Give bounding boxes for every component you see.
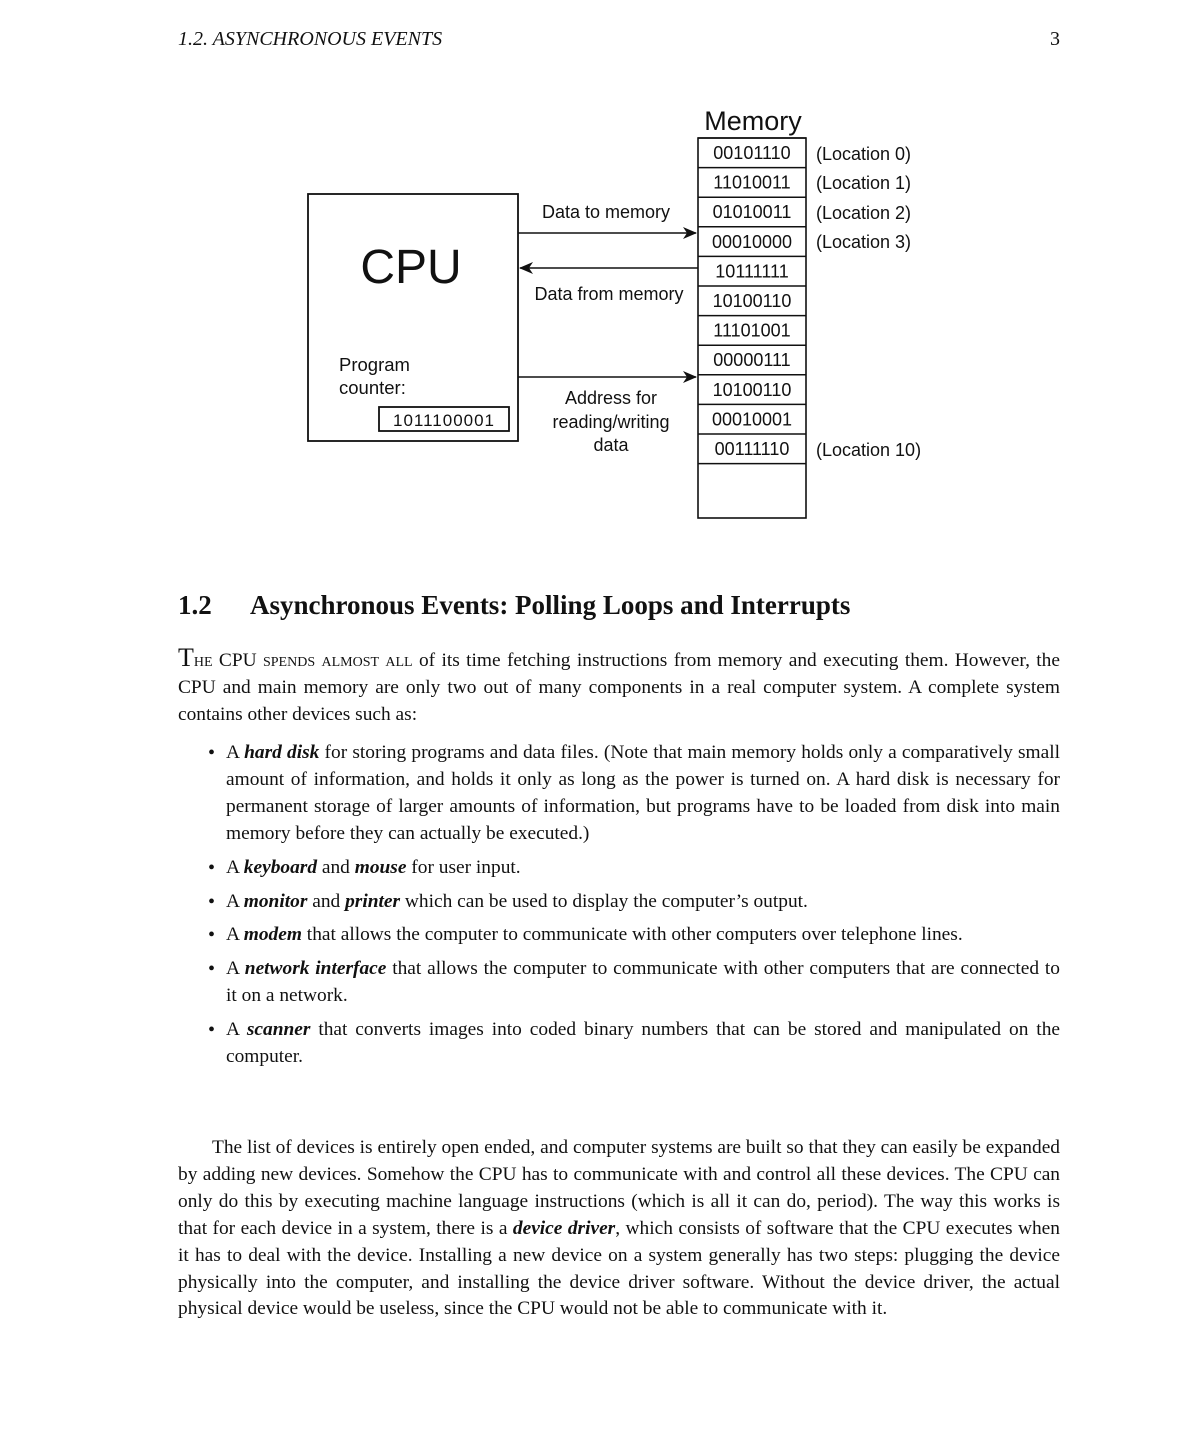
- memory-cell-value: 00010001: [711, 409, 793, 430]
- diagram-svg: [0, 0, 1200, 560]
- location-label-10: (Location 10): [816, 440, 922, 460]
- dropcap: T: [178, 643, 194, 672]
- list-item: • A network interface that allows the computer to communicate with other computers that are connected to it on a network.: [178, 956, 1060, 1010]
- location-label-0: (Location 0): [816, 144, 912, 164]
- device-list: [178, 740, 1060, 1078]
- program-counter-value: 1011100001: [392, 411, 496, 430]
- intro-text: of its time fetching instructions from memory and executing them. However, the CPU and main memory are only two out of many components in a real computer system. A complete system contains other devices such as:: [178, 650, 1060, 725]
- memory-cell-value: 10100110: [712, 291, 792, 311]
- location-label-3: (Location 3): [816, 232, 912, 252]
- program-counter-label-2: counter:: [339, 377, 406, 398]
- section-number: 1.2: [178, 590, 212, 620]
- memory-cell-value: 01010011: [712, 202, 792, 223]
- closing-paragraph: The list of devices is entirely open ended, and computer systems are built so that they can easily be expanded by adding new devices. Somehow the CPU has to communicate with and control all these devices. The CPU can only do this by executing machine language instructions (which is all it can do, period). The way this works is that for each device in a system, there is a device driver, which consists of software that the CPU executes when it has to deal with the device. Installing a new device on a system generally has two steps: plugging the device physically into the computer, and installing the device driver software. Without the device driver, the actual physical device would be useless, since the CPU would not be able to communicate with it.: [178, 1137, 1060, 1320]
- label-data-from-memory: Data from memory: [534, 284, 684, 304]
- cpu-memory-diagram: [0, 0, 1200, 560]
- cpu-label: CPU: [360, 241, 462, 294]
- keyword: printer: [345, 890, 401, 912]
- memory-cell-value: 00111110: [714, 439, 790, 459]
- list-item: • A keyboard and mouse for user input.: [178, 855, 1060, 882]
- memory-title: Memory: [704, 106, 802, 136]
- label-address-line-2: reading/writing: [552, 412, 670, 432]
- page-number: 3: [1050, 28, 1060, 50]
- label-address-line-1: Address for: [564, 388, 658, 408]
- keyword: monitor: [243, 890, 308, 912]
- list-item: • A modem that allows the computer to communicate with other computers over telephone lines.: [178, 922, 1060, 949]
- intro-smallcaps: he CPU spends almost all: [193, 650, 413, 671]
- memory-cell-value: 00000111: [713, 350, 791, 371]
- keyword: modem: [243, 924, 302, 946]
- memory-cell-value: 00101110: [713, 143, 791, 163]
- location-label-1: (Location 1): [816, 173, 912, 193]
- cpu-box: [308, 194, 518, 441]
- section-heading: [178, 590, 1078, 621]
- section-title: Asynchronous Events: Polling Loops and Interrupts: [250, 590, 851, 620]
- memory-cell-value: 00010000: [711, 231, 793, 252]
- list-item: • A scanner that converts images into coded binary numbers that can be stored and manipulated on the computer.: [178, 1017, 1060, 1071]
- memory-cell-value: 10100110: [712, 379, 792, 400]
- keyword: scanner: [246, 1019, 311, 1041]
- label-address-line-3: data: [593, 435, 629, 455]
- keyword: network interface: [244, 958, 387, 980]
- keyword: mouse: [354, 856, 407, 878]
- list-item: • A hard disk for storing programs and data files. (Note that main memory holds only a comparatively small amount of information, and holds it only as long as the power is turned on. A hard disk is necessary for permanent storage of larger amounts of information, but programs have to be loaded from disk into main memory before they can actually be executed.): [178, 740, 1060, 848]
- intro-paragraph: [178, 645, 1060, 729]
- keyword: keyboard: [243, 856, 318, 878]
- memory-cell-value: 10111111: [715, 261, 789, 282]
- keyword: hard disk: [244, 742, 320, 763]
- program-counter-label: Program: [339, 354, 410, 375]
- memory-cell-value: 11101001: [713, 320, 791, 341]
- list-item: • A monitor and printer which can be used to display the computer’s output.: [178, 889, 1060, 916]
- location-label-2: (Location 2): [816, 203, 912, 223]
- label-data-to-memory: Data to memory: [541, 202, 671, 222]
- running-title: 1.2. ASYNCHRONOUS EVENTS: [178, 28, 443, 50]
- keyword: device driver: [512, 1217, 616, 1239]
- memory-cell-value: 11010011: [713, 172, 791, 193]
- memory-cells: [712, 143, 792, 459]
